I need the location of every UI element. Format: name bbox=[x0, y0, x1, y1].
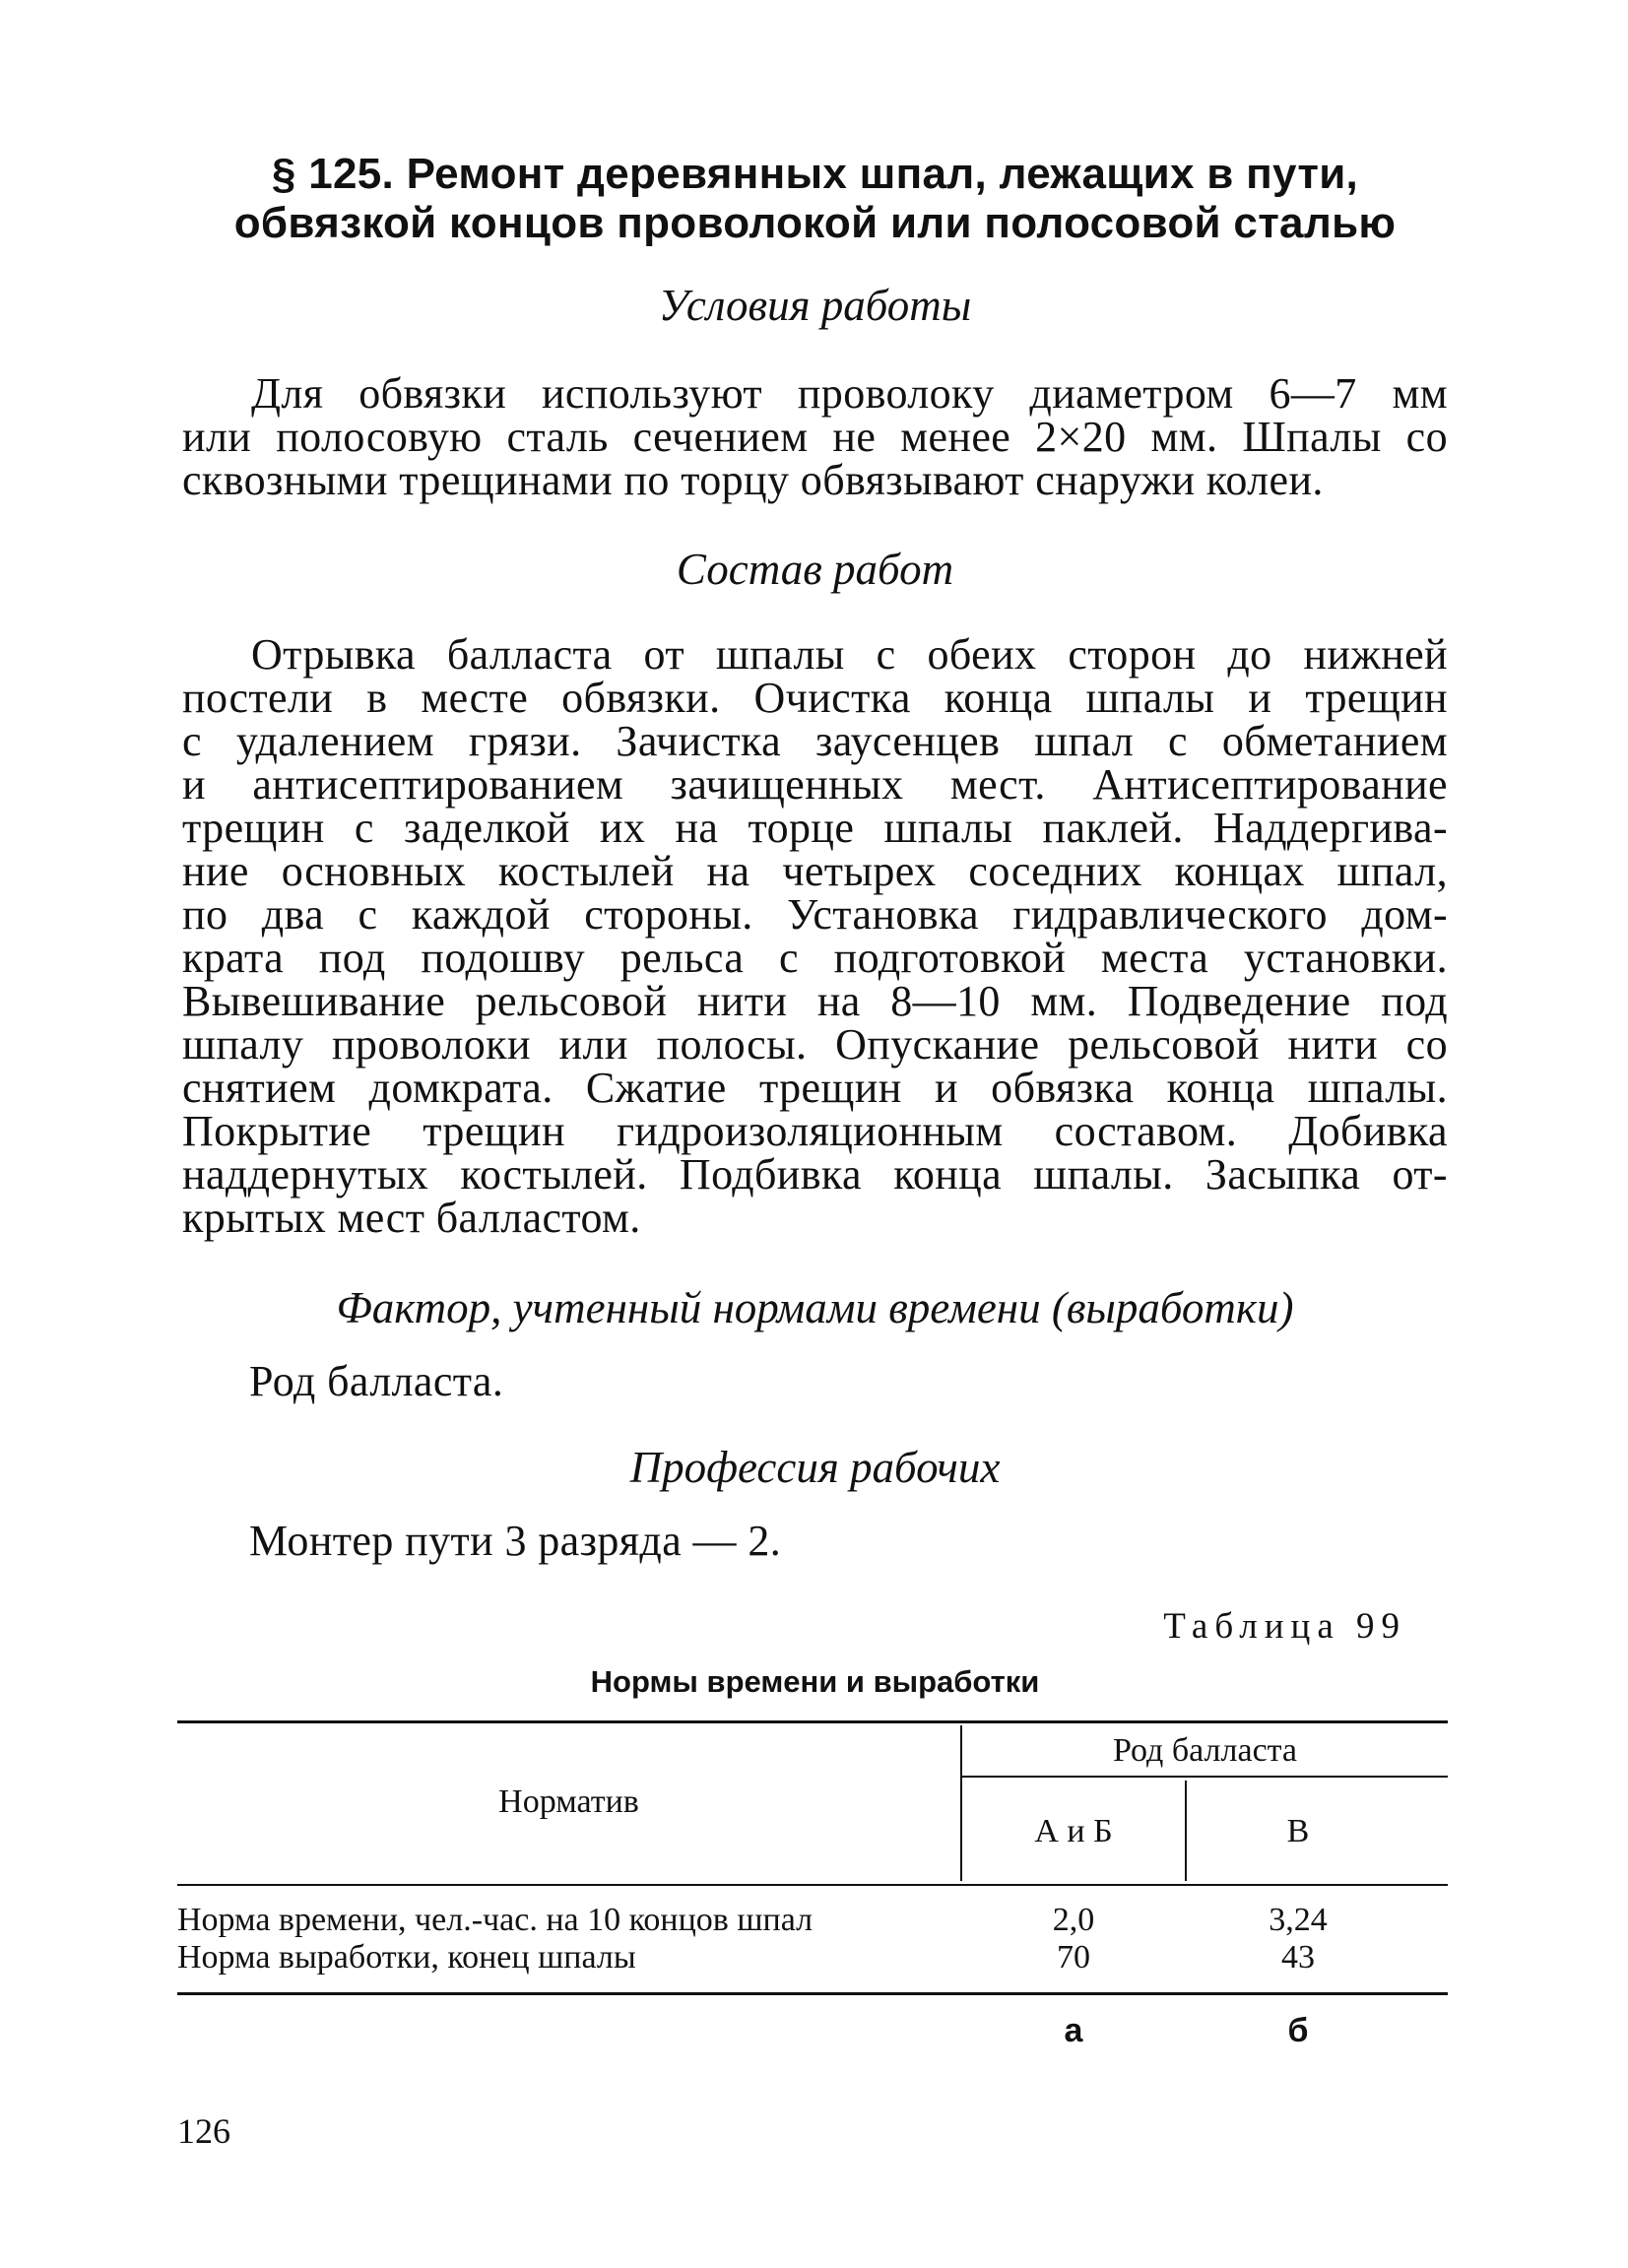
profession-heading: Профессия рабочих bbox=[629, 1443, 1001, 1492]
table-top-rule bbox=[177, 1720, 1448, 1723]
header-ballast-type: Род балласта bbox=[1112, 1732, 1298, 1769]
composition-heading: Состав работ bbox=[676, 545, 954, 594]
table-footer-a: а bbox=[1064, 2012, 1083, 2049]
table-cell-b: 43 bbox=[1281, 1939, 1315, 1976]
page-number: 126 bbox=[177, 2111, 230, 2151]
profession-text: Монтер пути 3 разряда — 2. bbox=[249, 1517, 782, 1565]
table-cell-b: 3,24 bbox=[1269, 1902, 1328, 1938]
composition-line: постели в месте обвязки. Очистка конца шпалы и трещин bbox=[182, 674, 1448, 722]
composition-line: ние основных костылей на четырех соседних концах шпал, bbox=[182, 847, 1448, 895]
table-header-rule bbox=[177, 1884, 1448, 1886]
conditions-line: сквозными трещинами по торцу обвязывают снаружи колеи. bbox=[182, 456, 1324, 504]
table-footer-b: б bbox=[1287, 2012, 1309, 2049]
factor-heading: Фактор, учтенный нормами времени (выработки) bbox=[336, 1283, 1294, 1332]
header-col-a: А и Б bbox=[1034, 1813, 1113, 1849]
composition-line: крытых мест балластом. bbox=[182, 1194, 641, 1242]
table-label: Таблица 99 bbox=[1163, 1606, 1406, 1647]
composition-line: Покрытие трещин гидроизоляционным составом. Добивка bbox=[182, 1107, 1448, 1155]
composition-line: снятием домкрата. Сжатие трещин и обвязка конца шпалы. bbox=[182, 1064, 1448, 1112]
composition-line: с удалением грязи. Зачистка заусенцев шпал с обметанием bbox=[182, 717, 1448, 765]
conditions-line: или полосовую сталь сечением не менее 2×20 мм. Шпалы со bbox=[182, 413, 1448, 461]
table-bottom-rule bbox=[177, 1992, 1448, 1995]
composition-line: крата под подошву рельса с подготовкой места установки. bbox=[182, 934, 1448, 982]
section-title-line-1: § 125. Ремонт деревянных шпал, лежащих в пути, bbox=[271, 150, 1359, 198]
conditions-heading: Условия работы bbox=[658, 281, 972, 330]
composition-line: наддернутых костылей. Подбивка конца шпалы. Засыпка от- bbox=[182, 1150, 1448, 1199]
factor-text: Род балласта. bbox=[249, 1357, 504, 1405]
section-title-line-2: обвязкой концов проволокой или полосовой сталью bbox=[233, 199, 1397, 247]
composition-line: шпалу проволоки или полосы. Опускание рельсовой нити со bbox=[182, 1020, 1448, 1069]
composition-line: Отрывка балласта от шпалы с обеих сторон до нижней bbox=[251, 630, 1448, 679]
table-row-label: Норма времени, чел.-час. на 10 концов шпал bbox=[177, 1902, 814, 1938]
header-col-b: В bbox=[1286, 1813, 1310, 1849]
table-row-label: Норма выработки, конец шпалы bbox=[177, 1939, 636, 1976]
table-title: Нормы времени и выработки bbox=[590, 1664, 1040, 1699]
composition-paragraph bbox=[182, 630, 1448, 1242]
composition-line: и антисептированием зачищенных мест. Антисептирование bbox=[182, 760, 1448, 809]
table-cell-a: 70 bbox=[1057, 1939, 1090, 1976]
header-norm: Норматив bbox=[498, 1783, 639, 1820]
composition-line: трещин с заделкой их на торце шпалы паклей. Наддергива- bbox=[182, 804, 1448, 852]
composition-line: по два с каждой стороны. Установка гидравлического дом- bbox=[182, 890, 1448, 939]
conditions-line: Для обвязки используют проволоку диаметром 6—7 мм bbox=[251, 369, 1448, 418]
table-cell-a: 2,0 bbox=[1052, 1902, 1095, 1938]
composition-line: Вывешивание рельсовой нити на 8—10 мм. Подведение под bbox=[182, 977, 1448, 1025]
table-group-rule bbox=[962, 1776, 1448, 1778]
conditions-paragraph bbox=[182, 369, 1448, 504]
